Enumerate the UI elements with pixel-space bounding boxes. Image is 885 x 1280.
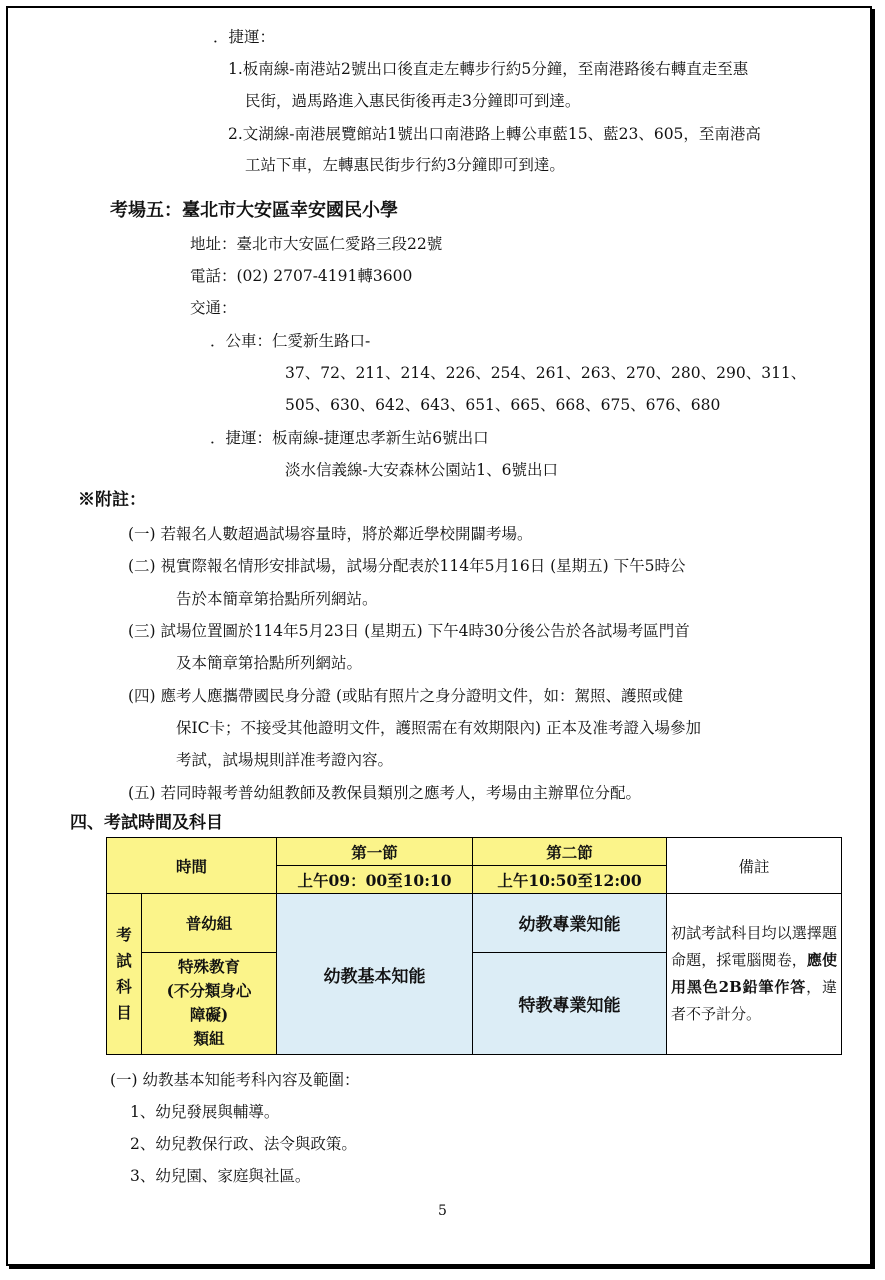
scope-title: (一) 幼教基本知能考科內容及範圍：: [110, 1071, 360, 1089]
remark-bold: 應使用黑色2B鉛筆作答: [671, 951, 837, 997]
scope-item1: 1、幼兒發展與輔導。: [130, 1103, 280, 1121]
note-5: (五) 若同時報考普幼組教師及教保員類別之應考人，考場由主辦單位分配。: [128, 784, 642, 802]
note-4-line3: 考試，試場規則詳准考證內容。: [176, 751, 394, 769]
group2-line1: 特殊教育: [178, 957, 241, 977]
subject-label: [107, 894, 142, 1055]
mrt-item1-line1: 1.板南線-南港站2號出口後直走左轉步行約5分鐘，至南港路後右轉直走至惠: [228, 60, 749, 78]
time-header: 時間: [107, 838, 277, 894]
group-special-subject2: 特教專業知能: [473, 952, 667, 1054]
note-2-line2: 告於本簡章第拾點所列網站。: [176, 590, 378, 608]
venue5-bus-label: ．公車：仁愛新生路口-: [210, 332, 371, 350]
section4-title: 四、考試時間及科目: [70, 813, 223, 833]
session2-header: 第二節: [473, 838, 667, 866]
scope-item2: 2、幼兒教保行政、法令與政策。: [130, 1135, 357, 1153]
scope-item3: 3、幼兒園、家庭與社區。: [130, 1167, 311, 1185]
session1-header: 第一節: [277, 838, 473, 866]
group-special-education: [142, 952, 277, 1054]
venue5-title: 考場五：臺北市大安區幸安國民小學: [110, 200, 398, 221]
venue5-address: 地址：臺北市大安區仁愛路三段22號: [190, 235, 443, 253]
group2-line4: 類組: [193, 1029, 225, 1049]
session2-time: 上午10:50至12:00: [473, 866, 667, 894]
venue5-mrt-line2: 淡水信義線-大安森林公園站1、6號出口: [285, 461, 558, 479]
remarks-header: 備註: [667, 838, 842, 894]
note-3-line2: 及本簡章第拾點所列網站。: [176, 654, 363, 672]
note-1: (一) 若報名人數超過試場容量時，將於鄰近學校開闢考場。: [128, 525, 533, 543]
note-2-line1: (二) 視實際報名情形安排試場，試場分配表於114年5月16日 (星期五) 下午5時公: [128, 557, 686, 575]
mrt-header: ．捷運：: [213, 28, 276, 46]
venue5-mrt-label: ．捷運：板南線-捷運忠孝新生站6號出口: [210, 429, 489, 447]
group-general: 普幼組: [142, 894, 277, 952]
venue5-transport: 交通：: [190, 299, 237, 317]
common-subject: 幼教基本知能: [277, 894, 473, 1055]
remark-part1: 初試考試科目均以選擇題命題，採電腦閱卷，: [671, 924, 838, 970]
exam-remark: [667, 894, 842, 1055]
notes-title: ※附註：: [78, 490, 146, 510]
venue5-phone: 電話：(02) 2707-4191轉3600: [190, 267, 413, 285]
group2-line2: (不分類身心: [166, 981, 252, 1001]
venue5-bus-line2: 505、630、642、643、651、665、668、675、676、680: [285, 396, 721, 414]
mrt-item2-line1: 2.文湖線-南港展覽館站1號出口南港路上轉公車藍15、藍23、605，至南港高: [228, 125, 761, 143]
subject-label-text: 考試科目: [116, 925, 132, 1023]
remark-part2: ，違者不予計分。: [671, 978, 837, 1024]
mrt-item2-line2: 工站下車，左轉惠民街步行約3分鐘即可到達。: [245, 156, 565, 174]
group-general-subject2: 幼教專業知能: [473, 894, 667, 952]
session1-time: 上午09：00至10:10: [277, 866, 473, 894]
note-4-line2: 保IC卡；不接受其他證明文件，護照需在有效期限內) 正本及准考證入場參加: [176, 719, 701, 737]
exam-schedule-table: [106, 837, 842, 1055]
venue5-bus-line1: 37、72、211、214、226、254、261、263、270、280、290、311、: [285, 364, 807, 382]
note-4-line1: (四) 應考人應攜帶國民身分證 (或貼有照片之身分證明文件，如：駕照、護照或健: [128, 687, 683, 705]
group2-line3: 障礙): [189, 1005, 229, 1025]
mrt-item1-line2: 民街，過馬路進入惠民街後再走3分鐘即可到達。: [245, 92, 581, 110]
note-3-line1: (三) 試場位置圖於114年5月23日 (星期五) 下午4時30分後公告於各試場考區門首: [128, 622, 690, 640]
page-number: 5: [438, 1203, 447, 1219]
